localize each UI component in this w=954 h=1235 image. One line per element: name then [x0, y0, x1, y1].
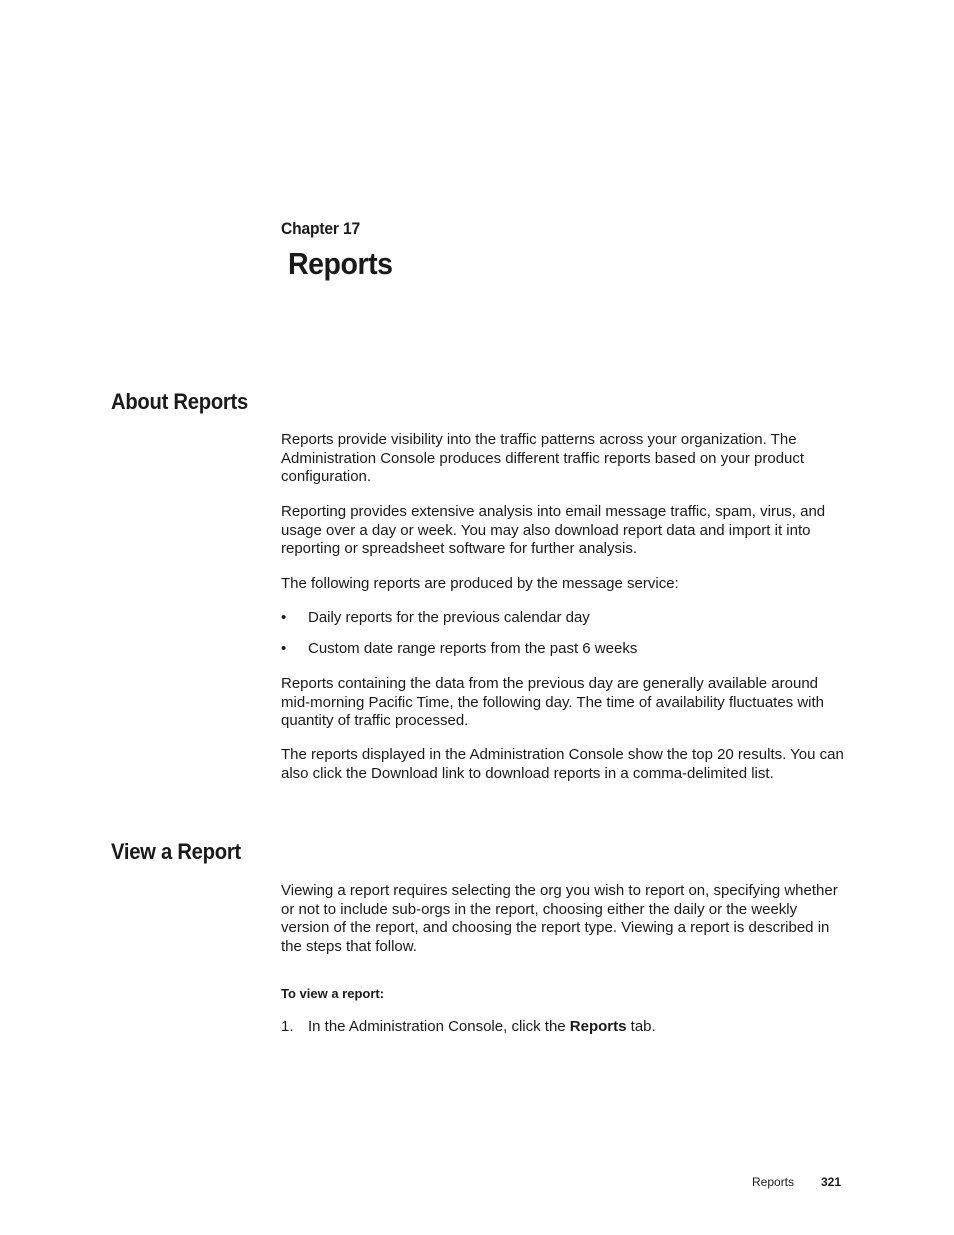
chapter-label: Chapter 17	[281, 219, 361, 238]
section-heading-about-reports: About Reports	[111, 389, 248, 414]
footer-page-number: 321	[821, 1175, 842, 1189]
about-paragraph-3: The following reports are produced by the message service:	[281, 575, 679, 592]
chapter-title: Reports	[288, 246, 393, 281]
footer-title: Reports	[752, 1175, 795, 1189]
step-text-bold: Reports	[569, 1018, 627, 1035]
section-heading-view-a-report: View a Report	[111, 839, 241, 864]
bullet-marker: •	[281, 609, 287, 626]
about-paragraph-1: Reports provide visibility into the traffic patterns across your organization. The Administration Console produces different traffic reports based on your product configuration.	[281, 431, 805, 486]
about-paragraph-4: Reports containing the data from the previous day are generally available around mid-morning Pacific Time, the following day. The time of availability fluctuates with quantity of traffic processed.	[281, 675, 825, 730]
step-text-prefix: In the Administration Console, click the	[308, 1018, 570, 1035]
step-text	[308, 1018, 656, 1037]
step-text-suffix: tab.	[626, 1018, 656, 1035]
view-paragraph: Viewing a report requires selecting the org you wish to report on, specifying whether or not to include sub-orgs in the report, choosing either the daily or the weekly version of the report, and choosing the report type. Viewing a report is described in the steps that follow.	[281, 882, 838, 955]
about-paragraph-2: Reporting provides extensive analysis into email message traffic, spam, virus, and usage over a day or week. You may also download report data and import it into reporting or spreadsheet software for further analysis.	[281, 503, 826, 558]
list-item-text: Custom date range reports from the past 6 weeks	[308, 640, 638, 657]
procedure-label: To view a report:	[281, 986, 385, 1001]
step-number: 1.	[281, 1018, 294, 1035]
bullet-marker: •	[281, 640, 287, 657]
about-paragraph-5: The reports displayed in the Administration Console show the top 20 results. You can also click the Download link to download reports in a comma-delimited list.	[281, 746, 844, 782]
list-item-text: Daily reports for the previous calendar day	[308, 609, 590, 626]
